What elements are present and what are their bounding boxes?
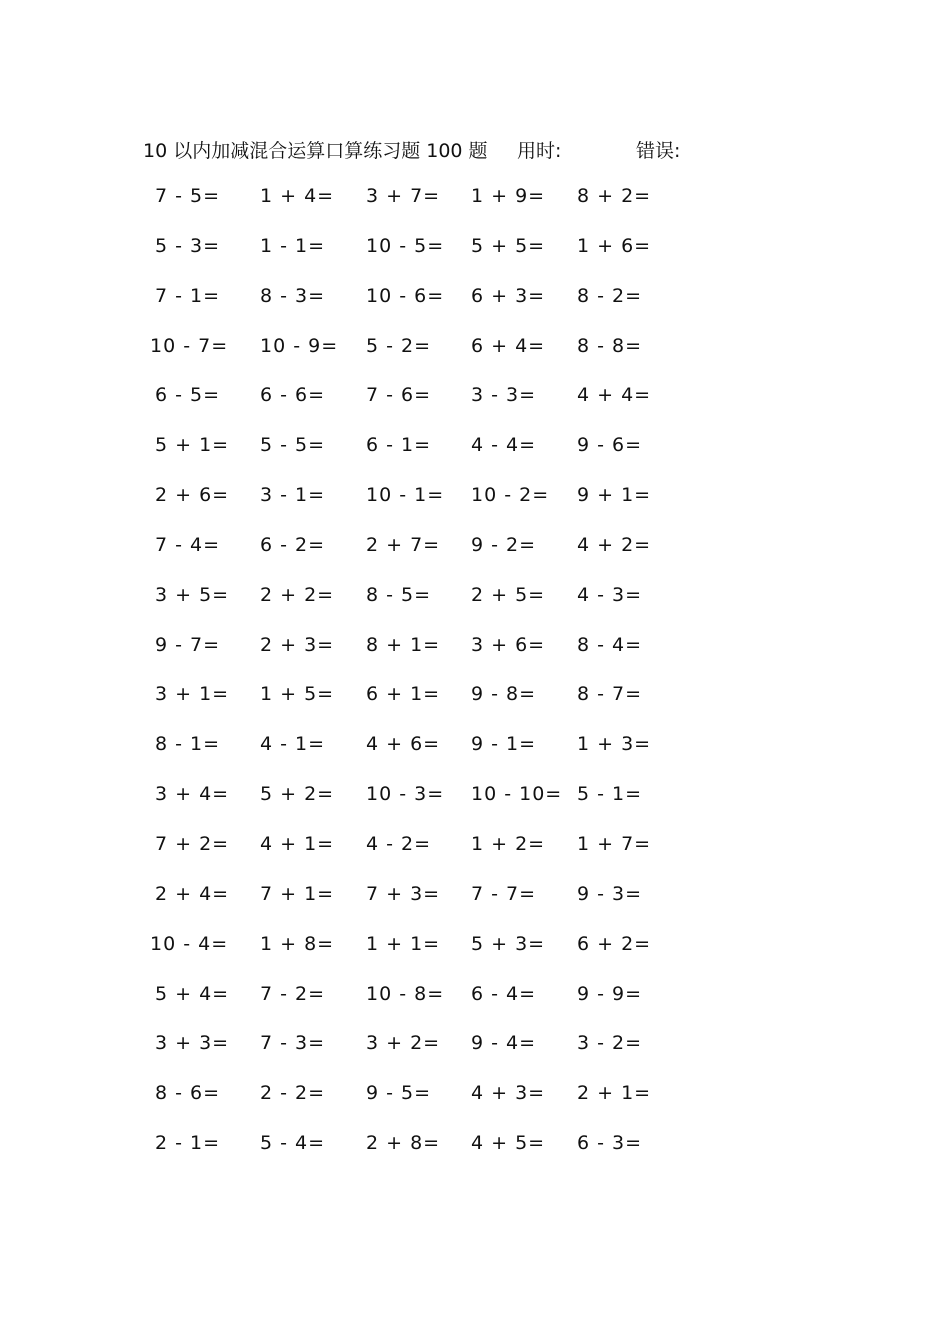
- problem-item: 10 - 6=: [366, 284, 445, 307]
- problem-item: 2 + 2=: [260, 583, 335, 606]
- problem-item: 5 + 2=: [260, 783, 335, 806]
- problem-item: 1 + 3=: [577, 733, 652, 756]
- problem-item: 1 + 2=: [471, 832, 546, 855]
- problem-item: 10 - 5=: [366, 234, 445, 257]
- problem-item: 9 - 4=: [471, 1032, 537, 1055]
- problem-item: 5 + 5=: [471, 234, 546, 257]
- problem-item: 7 - 4=: [155, 533, 221, 556]
- problem-item: 5 + 3=: [471, 932, 546, 955]
- problem-item: 8 + 1=: [366, 633, 441, 656]
- problem-item: 10 - 1=: [366, 484, 445, 507]
- problem-item: 6 - 1=: [366, 434, 432, 457]
- problem-row: [0, 983, 950, 1033]
- problem-item: 5 - 4=: [260, 1132, 326, 1155]
- problem-item: 10 - 4=: [150, 932, 229, 955]
- problem-row: [0, 1032, 950, 1082]
- problem-item: 9 - 1=: [471, 733, 537, 756]
- problem-item: 3 + 6=: [471, 633, 546, 656]
- problem-item: 9 - 9=: [577, 982, 643, 1005]
- problem-item: 9 - 2=: [471, 533, 537, 556]
- problem-item: 9 - 5=: [366, 1082, 432, 1105]
- problem-item: 10 - 8=: [366, 982, 445, 1005]
- errors-label: 错误:: [636, 140, 681, 162]
- problem-item: 7 + 1=: [260, 882, 335, 905]
- problem-item: 6 - 4=: [471, 982, 537, 1005]
- problem-row: [0, 384, 950, 434]
- problem-item: 8 - 7=: [577, 683, 643, 706]
- problem-item: 2 - 2=: [260, 1082, 326, 1105]
- problem-item: 7 - 1=: [155, 284, 221, 307]
- problem-row: [0, 534, 950, 584]
- problem-item: 8 - 8=: [577, 334, 643, 357]
- problem-item: 9 - 6=: [577, 434, 643, 457]
- problem-item: 2 + 8=: [366, 1132, 441, 1155]
- problem-row: [0, 1082, 950, 1132]
- problem-item: 3 + 1=: [155, 683, 230, 706]
- problem-item: 6 + 4=: [471, 334, 546, 357]
- problem-item: 1 + 4=: [260, 185, 335, 207]
- problem-item: 1 + 6=: [577, 234, 652, 257]
- problem-item: 6 - 6=: [260, 384, 326, 407]
- problem-item: 2 + 6=: [155, 484, 230, 507]
- problem-item: 7 - 6=: [366, 384, 432, 407]
- problem-item: 1 - 1=: [260, 234, 326, 257]
- problem-item: 5 - 5=: [260, 434, 326, 457]
- problem-item: 5 - 2=: [366, 334, 432, 357]
- time-used-label: 用时:: [517, 140, 562, 162]
- problem-row: [0, 783, 950, 833]
- problem-item: 6 + 2=: [577, 932, 652, 955]
- problem-item: 2 - 1=: [155, 1132, 221, 1155]
- problem-item: 9 - 3=: [577, 882, 643, 905]
- problem-item: 4 - 2=: [366, 832, 432, 855]
- problem-item: 10 - 9=: [260, 334, 339, 357]
- problem-grid: [0, 185, 950, 1182]
- problem-item: 7 - 3=: [260, 1032, 326, 1055]
- problem-item: 1 + 5=: [260, 683, 335, 706]
- problem-item: 7 + 2=: [155, 832, 230, 855]
- problem-item: 4 - 4=: [471, 434, 537, 457]
- problem-item: 5 + 1=: [155, 434, 230, 457]
- problem-item: 4 + 3=: [471, 1082, 546, 1105]
- problem-item: 2 + 4=: [155, 882, 230, 905]
- problem-item: 5 - 3=: [155, 234, 221, 257]
- problem-row: [0, 833, 950, 883]
- problem-item: 8 - 4=: [577, 633, 643, 656]
- problem-item: 1 + 1=: [366, 932, 441, 955]
- problem-item: 1 + 8=: [260, 932, 335, 955]
- problem-item: 4 + 5=: [471, 1132, 546, 1155]
- problem-item: 10 - 3=: [366, 783, 445, 806]
- problem-item: 6 - 3=: [577, 1132, 643, 1155]
- problem-item: 6 + 3=: [471, 284, 546, 307]
- problem-row: [0, 883, 950, 933]
- problem-item: 9 - 8=: [471, 683, 537, 706]
- problem-item: 3 - 3=: [471, 384, 537, 407]
- problem-item: 10 - 2=: [471, 484, 550, 507]
- problem-row: [0, 634, 950, 684]
- problem-item: 4 - 1=: [260, 733, 326, 756]
- problem-item: 5 - 1=: [577, 783, 643, 806]
- problem-item: 6 + 1=: [366, 683, 441, 706]
- problem-item: 7 - 5=: [155, 185, 221, 207]
- problem-item: 6 - 2=: [260, 533, 326, 556]
- problem-row: [0, 335, 950, 385]
- problem-item: 8 - 6=: [155, 1082, 221, 1105]
- problem-item: 4 + 1=: [260, 832, 335, 855]
- problem-item: 1 + 9=: [471, 185, 546, 207]
- problem-item: 3 - 1=: [260, 484, 326, 507]
- problem-item: 7 + 3=: [366, 882, 441, 905]
- problem-item: 3 + 7=: [366, 185, 441, 207]
- problem-item: 8 - 2=: [577, 284, 643, 307]
- problem-item: 10 - 10=: [471, 783, 563, 806]
- problem-row: [0, 434, 950, 484]
- problem-item: 9 + 1=: [577, 484, 652, 507]
- problem-item: 8 - 1=: [155, 733, 221, 756]
- problem-row: [0, 285, 950, 335]
- problem-item: 5 + 4=: [155, 982, 230, 1005]
- problem-item: 2 + 5=: [471, 583, 546, 606]
- problem-row: [0, 733, 950, 783]
- problem-item: 4 - 3=: [577, 583, 643, 606]
- problem-item: 7 - 7=: [471, 882, 537, 905]
- problem-row: [0, 235, 950, 285]
- problem-item: 2 + 3=: [260, 633, 335, 656]
- problem-item: 6 - 5=: [155, 384, 221, 407]
- worksheet-title: 10 以内加减混合运算口算练习题 100 题: [143, 140, 488, 162]
- problem-item: 4 + 2=: [577, 533, 652, 556]
- problem-item: 8 - 5=: [366, 583, 432, 606]
- problem-item: 3 + 2=: [366, 1032, 441, 1055]
- problem-item: 1 + 7=: [577, 832, 652, 855]
- problem-item: 2 + 1=: [577, 1082, 652, 1105]
- problem-item: 9 - 7=: [155, 633, 221, 656]
- problem-item: 4 + 6=: [366, 733, 441, 756]
- problem-item: 3 + 3=: [155, 1032, 230, 1055]
- problem-row: [0, 1132, 950, 1182]
- problem-item: 3 - 2=: [577, 1032, 643, 1055]
- problem-item: 8 + 2=: [577, 185, 652, 207]
- problem-item: 8 - 3=: [260, 284, 326, 307]
- problem-item: 3 + 5=: [155, 583, 230, 606]
- problem-row: [0, 185, 950, 235]
- problem-row: [0, 484, 950, 534]
- problem-item: 3 + 4=: [155, 783, 230, 806]
- problem-row: [0, 683, 950, 733]
- problem-item: 10 - 7=: [150, 334, 229, 357]
- problem-row: [0, 584, 950, 634]
- problem-item: 4 + 4=: [577, 384, 652, 407]
- problem-item: 7 - 2=: [260, 982, 326, 1005]
- problem-item: 2 + 7=: [366, 533, 441, 556]
- problem-row: [0, 933, 950, 983]
